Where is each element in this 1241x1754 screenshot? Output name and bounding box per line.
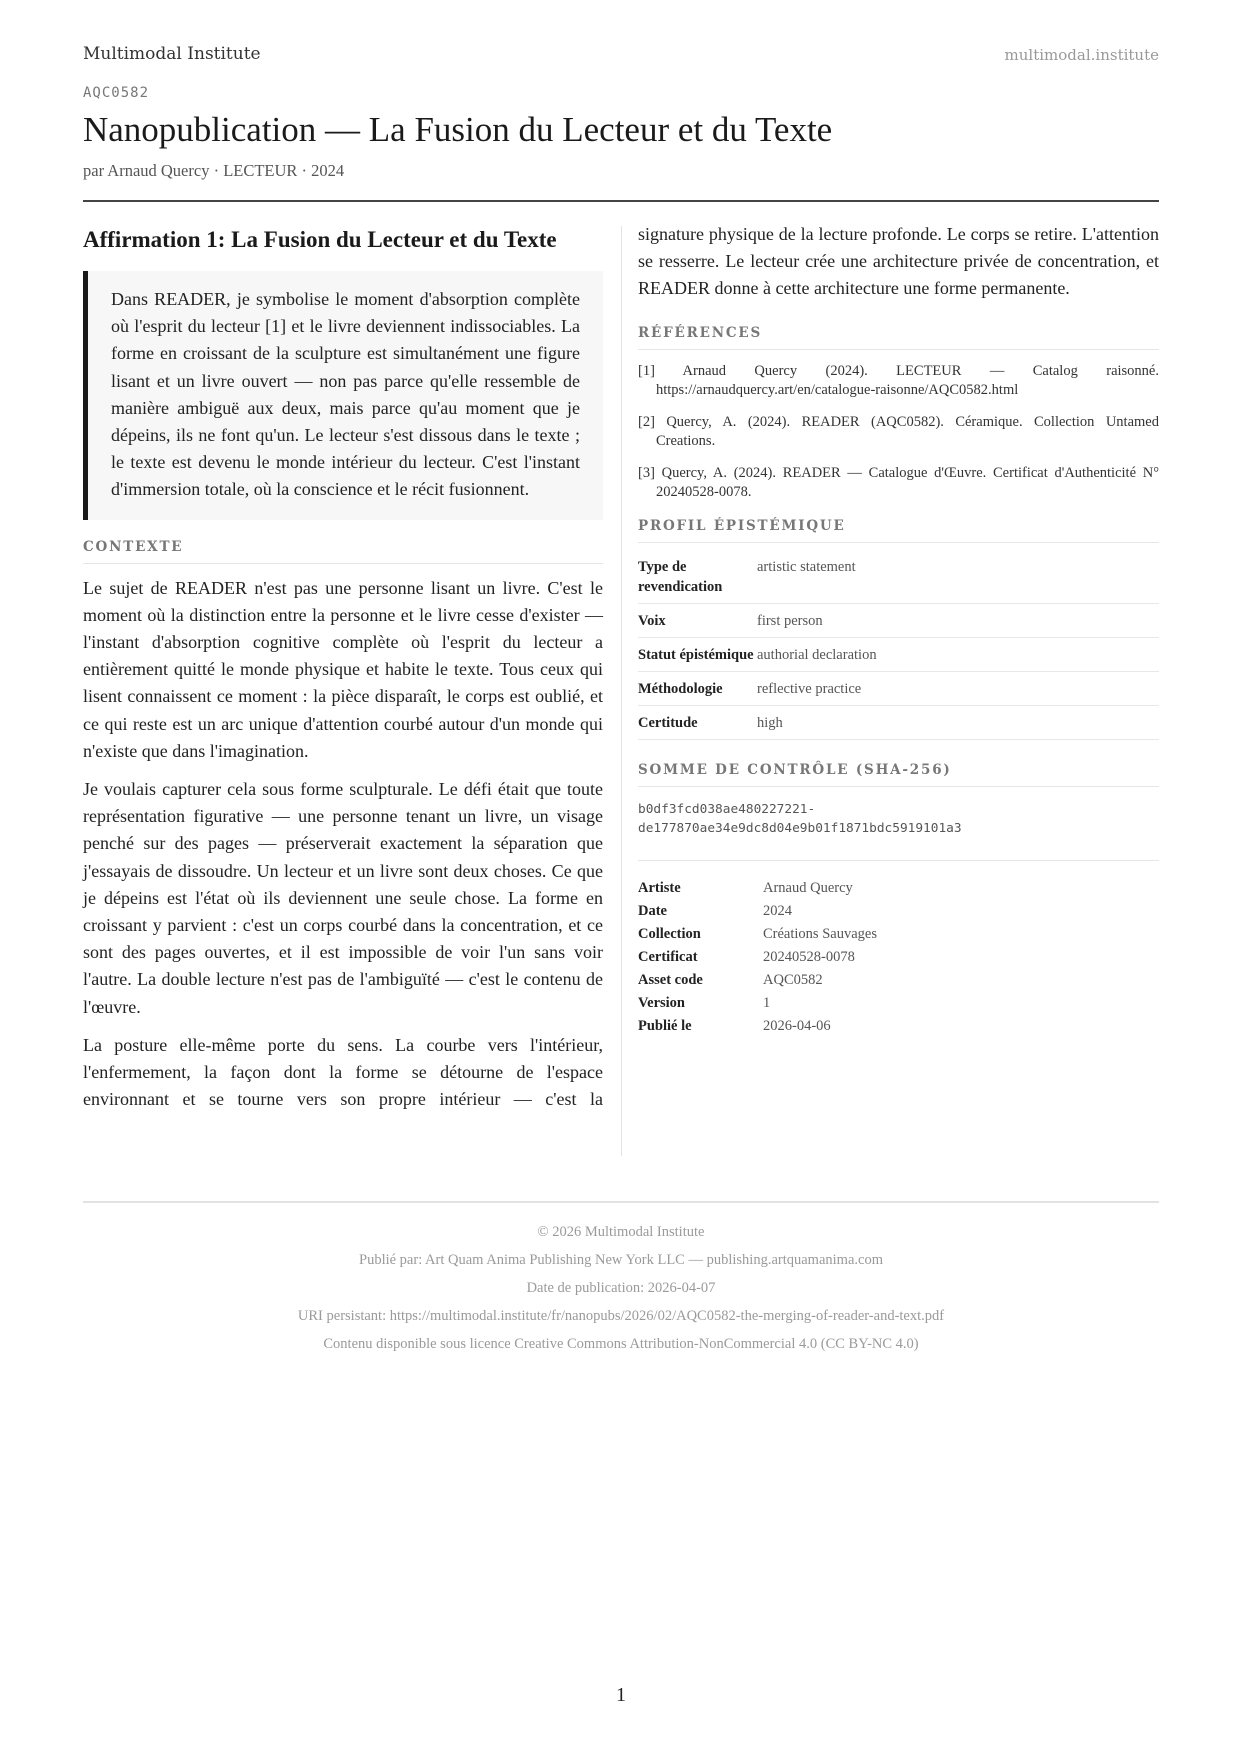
- references-heading: RÉFÉRENCES: [638, 325, 1159, 350]
- profile-key: Voix: [638, 603, 757, 637]
- left-column: [83, 226, 603, 1113]
- checksum-line: de177870ae34e9dc8d04e9b01f1871bdc5919101a3: [638, 820, 962, 836]
- metadata-table: [638, 880, 877, 1041]
- header-divider: [83, 200, 1159, 202]
- context-paragraph-1: Le sujet de READER n'est pas une personne lisant un livre. C'est le moment où la distinction entre la personne et le livre cesse d'exister — l'instant d'absorption cognitive complète où l'esprit du lecteur a entièrement quitté le monde physique et habite le texte. Tous ceux qui lisent connaissent ce moment : la pièce disparaît, le corps est oublié, et ce qui reste est un arc unique d'attention courbé autour d'un monde qui n'existe que dans l'imagination.: [83, 577, 603, 761]
- site-domain: multimodal.institute: [1004, 46, 1159, 64]
- profile-value: artistic statement: [757, 550, 1159, 604]
- footer-pub-date: Date de publication: 2026-04-07: [526, 1280, 716, 1296]
- profile-value: high: [757, 705, 1159, 739]
- reference-item: [2] Quercy, A. (2024). READER (AQC0582). Céramique. Collection Untamed Creations.: [638, 413, 1159, 449]
- meta-value: AQC0582: [763, 971, 823, 988]
- meta-value: Créations Sauvages: [763, 925, 877, 942]
- profile-row: [638, 671, 1159, 705]
- meta-row: [638, 926, 877, 949]
- context-paragraph-2: Je voulais capturer cela sous forme sculpturale. Le défi était que toute représentation figurative — une personne tenant un livre, un visage penché sur des pages — préserverait exactement la séparation que j'essayais de dissoudre. Un lecteur et un livre sont deux choses. Ce que je dépeins est l'état où ils deviennent une seule chose. La forme en croissant y parvient : c'est un corps courbé dans la concentration, et ce sont des pages ouvertes, et il est impossible de voir l'un sans voir l'autre. La double lecture n'est pas de l'ambiguïté — c'est le contenu de l'œuvre.: [83, 779, 603, 1017]
- claim-quote: Dans READER, je symbolise le moment d'absorption complète où l'esprit du lecteur [1] et le livre deviennent indissociables. La forme en croissant de la sculpture est simultanément une figure lisant et un livre ouvert — non pas parce qu'elle ressemble de manière ambiguë aux deux, mais parce qu'au moment que je dépeins, ils ne font qu'un. Le lecteur s'est dissous dans le texte ; le texte est devenu le monde intérieur du lecteur. C'est l'instant d'immersion totale, où la conscience et le récit fusionnent.: [83, 271, 603, 520]
- claim-heading: Affirmation 1: La Fusion du Lecteur et du Texte: [83, 227, 557, 252]
- meta-key: Date: [638, 902, 667, 919]
- footer-copyright: © 2026 Multimodal Institute: [537, 1224, 705, 1240]
- meta-key: Version: [638, 994, 685, 1011]
- column-divider: [621, 226, 622, 1156]
- meta-row: [638, 880, 877, 903]
- checksum-heading: SOMME DE CONTRÔLE (SHA-256): [638, 762, 1159, 787]
- meta-value: 2024: [763, 902, 792, 919]
- meta-row: [638, 949, 877, 972]
- document-page: [83, 0, 1159, 1754]
- page-title: Nanopublication — La Fusion du Lecteur et du Texte: [83, 110, 833, 149]
- checksum-line: b0df3fcd038ae480227221-: [638, 801, 816, 817]
- institute-name: Multimodal Institute: [83, 44, 261, 64]
- meta-row: [638, 995, 877, 1018]
- profile-row: [638, 603, 1159, 637]
- footer-publisher: Publié par: Art Quam Anima Publishing New York LLC — publishing.artquamanima.com: [359, 1252, 883, 1268]
- meta-value: 2026-04-06: [763, 1017, 831, 1034]
- profile-row: [638, 550, 1159, 604]
- byline: par Arnaud Quercy · LECTEUR · 2024: [83, 161, 345, 180]
- page-number: 1: [616, 1684, 626, 1706]
- profile-table: [638, 550, 1159, 740]
- profile-key: Méthodologie: [638, 671, 757, 705]
- meta-row: [638, 972, 877, 995]
- meta-key: Certificat: [638, 948, 698, 965]
- meta-key: Artiste: [638, 879, 681, 896]
- profile-row: [638, 637, 1159, 671]
- meta-value: Arnaud Quercy: [763, 879, 853, 896]
- right-column: [638, 226, 1159, 1041]
- profile-value: reflective practice: [757, 671, 1159, 705]
- meta-key: Publié le: [638, 1017, 692, 1034]
- profile-heading: PROFIL ÉPISTÉMIQUE: [638, 518, 1159, 543]
- meta-value: 1: [763, 994, 771, 1011]
- context-heading: CONTEXTE: [83, 539, 603, 564]
- profile-key: Type de revendication: [638, 550, 757, 604]
- meta-key: Collection: [638, 925, 701, 942]
- meta-divider: [638, 860, 1159, 861]
- profile-value: authorial declaration: [757, 637, 1159, 671]
- footer-license: Contenu disponible sous licence Creative Commons Attribution-NonCommercial 4.0 (CC BY-NC 4.0): [323, 1336, 919, 1352]
- meta-row: [638, 1018, 877, 1041]
- profile-value: first person: [757, 603, 1159, 637]
- meta-key: Asset code: [638, 971, 703, 988]
- document-id: AQC0582: [83, 85, 150, 101]
- profile-row: [638, 705, 1159, 739]
- reference-item: [1] Arnaud Quercy (2024). LECTEUR — Catalog raisonné. https://arnaudquercy.art/en/catalogue-raisonne/AQC0582.html: [638, 362, 1159, 398]
- context-paragraph-3: La posture elle-même porte du sens. La courbe vers l'intérieur, l'enfermement, la façon dont la forme se détourne de l'espace environnant et se tourne vers son propre intérieur — c'est la: [83, 1034, 603, 1110]
- context-continuation: signature physique de la lecture profonde. Le corps se retire. L'attention se resserre. Le lecteur crée une architecture privée de concentration, et READER donne à cette architecture une forme permanente.: [638, 224, 1159, 299]
- reference-item: [3] Quercy, A. (2024). READER — Catalogue d'Œuvre. Certificat d'Authenticité N° 20240528-0078.: [638, 464, 1159, 500]
- meta-row: [638, 903, 877, 926]
- footer-uri: URI persistant: https://multimodal.institute/fr/nanopubs/2026/02/AQC0582-the-merging-of-reader-and-text.pdf: [297, 1308, 945, 1324]
- meta-value: 20240528-0078: [763, 948, 855, 965]
- profile-key: Certitude: [638, 705, 757, 739]
- reference-list: [638, 362, 1159, 502]
- footer: [83, 1222, 1159, 1362]
- footer-divider: [83, 1201, 1159, 1203]
- checksum-value: [638, 800, 1159, 838]
- profile-key: Statut épistémique: [638, 637, 757, 671]
